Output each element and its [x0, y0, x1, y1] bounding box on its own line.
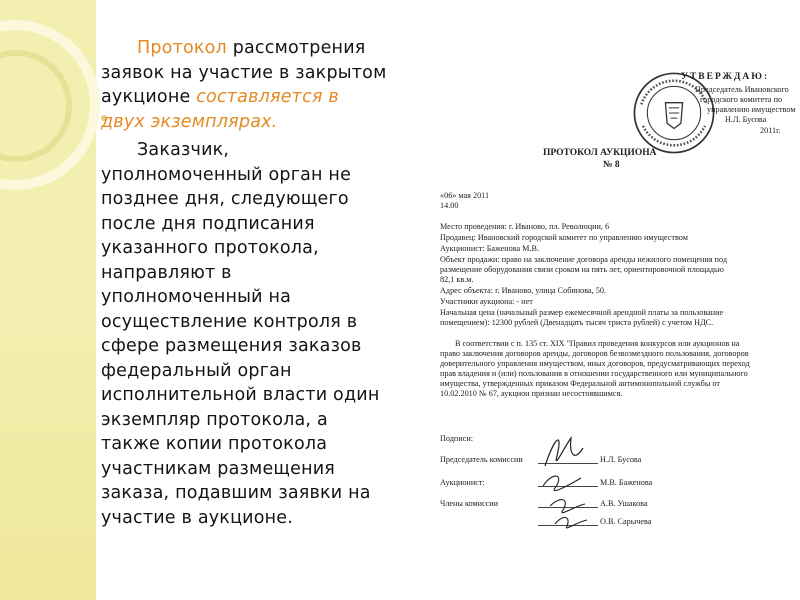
- signature-name: О.В. Сарычева: [600, 517, 652, 526]
- text-line: Заказчик,: [137, 140, 230, 160]
- text-line: заказа, подавшим заявки на: [101, 483, 371, 503]
- slide-text: [101, 36, 431, 530]
- signature-role: Председатель комиссии: [440, 455, 523, 464]
- signature-name: Н.Л. Бусова: [600, 455, 642, 464]
- text-line: уполномоченный орган не: [101, 164, 352, 185]
- protocol-number: № 8: [603, 160, 620, 170]
- address: Адрес объекта: г. Иваново, улица Собинова, 50.: [440, 286, 606, 295]
- decision-line: прав владения и (или) пользования в отношении государственного или муниципального: [440, 369, 748, 378]
- text-line: заявок на участие в закрытом: [101, 62, 387, 83]
- object-line: 82,1 кв.м.: [440, 275, 474, 284]
- text-line: участие в аукционе.: [101, 507, 294, 528]
- object-line: размещение оборудования связи сроком на пять лет, ориентировочной площадью: [440, 265, 724, 274]
- signature-name: М.В. Баженова: [600, 478, 653, 487]
- decision-line: право заключения договоров аренды, договоров безвозмездного пользования, договоров: [440, 349, 749, 358]
- signature-name: А.В. Ушакова: [600, 499, 648, 508]
- decision-line: имущества, утвержденных приказом Федеральной антимонопольной службы от: [440, 379, 720, 388]
- text-line: исполнительной власти один: [101, 385, 380, 405]
- text-fragment: аукционе: [101, 87, 197, 107]
- approve-title: УТВЕРЖДАЮ:: [681, 72, 770, 82]
- text-line: направляют в: [101, 262, 232, 283]
- text-line: осуществление контроля в: [101, 311, 358, 332]
- highlight-line: двух экземплярах.: [101, 111, 278, 132]
- highlight-term: Протокол: [137, 38, 227, 58]
- price-line: Начальная цена (начальный размер ежемесячной арендной платы за пользование: [440, 308, 724, 317]
- participants: Участники аукциона: - нет: [440, 297, 533, 306]
- signature-role: Аукционист:: [440, 478, 485, 487]
- text-line: после дня подписания: [101, 213, 315, 234]
- text-line: указанного протокола,: [101, 238, 319, 258]
- object-line: Объект продажи: право на заключение договора аренды нежилого помещения под: [440, 255, 728, 264]
- place: Место проведения: г. Иваново, пл. Революции, 6: [440, 222, 610, 231]
- protocol-time: 14.00: [440, 201, 459, 210]
- protocol-scan: [425, 58, 800, 600]
- text-line: сфере размещения заказов: [101, 336, 362, 356]
- protocol-title: ПРОТОКОЛ АУКЦИОНА: [543, 148, 657, 158]
- signature-role: Члены комиссии: [440, 499, 499, 508]
- approve-line: городского комитета по: [700, 95, 783, 104]
- text-line: уполномоченный на: [101, 287, 292, 307]
- decision-line: В соответствии с п. 135 ст. XIX "Правил проведения конкурсов или аукционов на: [455, 339, 740, 348]
- text-line: участникам размещения: [101, 458, 336, 479]
- price-line: помещением): 12300 рублей (Двенадцать тысяч триста рублей) с учетом НДС.: [440, 318, 714, 327]
- protocol-date: «06» мая 2011: [440, 191, 490, 200]
- decision-line: 10.02.2010 № 67, аукцион признан несостоявшимся.: [440, 389, 623, 398]
- handwritten-signatures: [525, 426, 605, 536]
- highlight-term: составляется в: [196, 87, 339, 107]
- seller: Продавец: Ивановский городской комитет по управлению имуществом: [440, 233, 688, 242]
- text-fragment: рассмотрения: [226, 38, 366, 58]
- approve-line: управлению имуществом: [707, 105, 796, 114]
- signatures-label: Подписи:: [440, 434, 473, 443]
- official-seal: [631, 70, 717, 156]
- decision-line: доверительного управления имуществом, иных договоров, предусматривающих переход: [440, 359, 750, 368]
- auctioneer: Аукционист: Баженова М.В.: [440, 244, 539, 253]
- approve-line: Н.Л. Бусова: [725, 115, 767, 124]
- approve-line: Председатель Ивановского: [695, 85, 789, 94]
- text-line: [101, 36, 431, 61]
- approve-line: 2011г.: [760, 126, 781, 135]
- text-line: [101, 85, 431, 110]
- text-line: также копии протокола: [101, 434, 328, 454]
- text-line: экземпляр протокола, а: [101, 409, 328, 430]
- text-line: позднее дня, следующего: [101, 189, 349, 209]
- decorative-band-lower: [0, 290, 96, 600]
- text-line: федеральный орган: [101, 360, 292, 381]
